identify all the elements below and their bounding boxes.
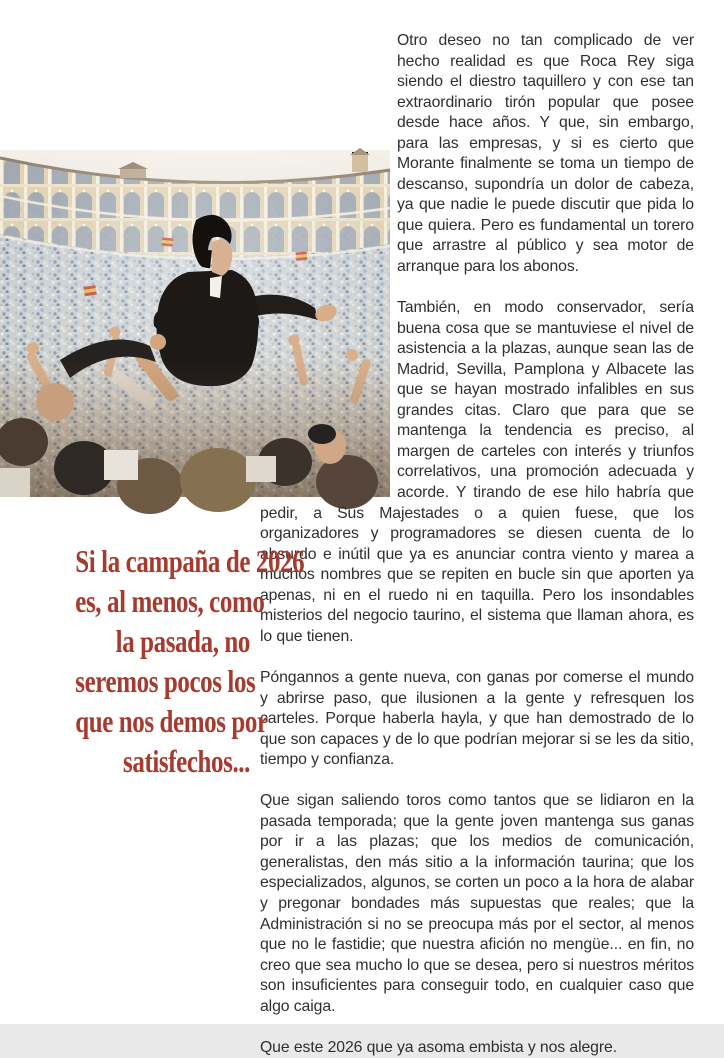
- article-paragraph: También, en modo conservador, sería buena cosa que se mantuviese el nivel de asistencia a la plazas, aunque sean las de Madrid, Sevilla, Pamplona y Albacete las que se hayan mostrado infalibles en sus grandes citas. Claro que para que se mantenga la tendencia es preciso, al margen de carteles con interés y triunfos correlativos, una promoción adecuada y acorde. Y tirando de ese hilo habría que pedir, a Sus Majestades o a quien fuese, que los organizadores y programadores se diesen cuenta de lo absurdo e inútil que ya es anunciar contra viento y marea a muchos nombres que se repiten en bucle sin que aporten ya apenas, ni en el ruedo ni en taquilla. Pero los insondables misterios del negocio taurino, el sistema que llaman ahora, es lo que tienen.: [260, 299, 694, 645]
- article-paragraph: Póngannos a gente nueva, con ganas por comerse el mundo y abrirse paso, que ilusionen a la gente y refresquen los carteles. Porque haberla hayla, y que han demostrado de lo que son capaces y de lo que podrían mejorar si se les da sitio, tiempo y confianza.: [260, 668, 694, 769]
- pull-quote-line: Si la campaña de 2026: [75, 543, 305, 579]
- article-body: [260, 31, 694, 1058]
- pull-quote-line: que nos demos por: [75, 703, 268, 739]
- pull-quote-line: satisfechos...: [123, 743, 250, 779]
- article-paragraph: Que este 2026 que ya asoma embista y nos alegre.: [260, 1038, 617, 1056]
- pull-quote-line: es, al menos, como: [75, 583, 265, 619]
- pull-quote-line: la pasada, no: [115, 623, 250, 659]
- pull-quote: [26, 541, 305, 781]
- photo-wrap-spacer: [260, 115, 397, 501]
- article-paragraph: Que sigan saliendo toros como tantos que se lidiaron en la pasada temporada; que la gente joven mantenga sus ganas por ir a las plazas; que los medios de comunicación, generalistas, den más sitio a la información taurina; que los especializados, algunos, se corten un poco a la hora de alabar y pregonar bondades más supuestas que reales; que la Administración si no se preocupa más por el sector, al menos que no le fastidie; que nuestra afición no mengüe... en fin, no creo que sea mucho lo que se desea, pero si nuestros méritos son insuficientes para conseguir todo, en cualquier caso que algo caiga.: [260, 792, 694, 1015]
- article-paragraph: Otro deseo no tan complicado de ver hecho realidad es que Roca Rey siga siendo el diestro taquillero y con ese tan extraordinario tirón popular que posee desde hace años. Y que, sin embargo, para las empresas, y si es cierto que Morante finalmente se toma un tiempo de descanso, supondría un dolor de cabeza, ya que nadie le puede discutir que pida lo que quiera. Pero es fundamental un torero que arrastre al público y sea motor de arranque para los abonos.: [397, 32, 694, 276]
- pull-quote-line: seremos pocos los: [75, 663, 256, 699]
